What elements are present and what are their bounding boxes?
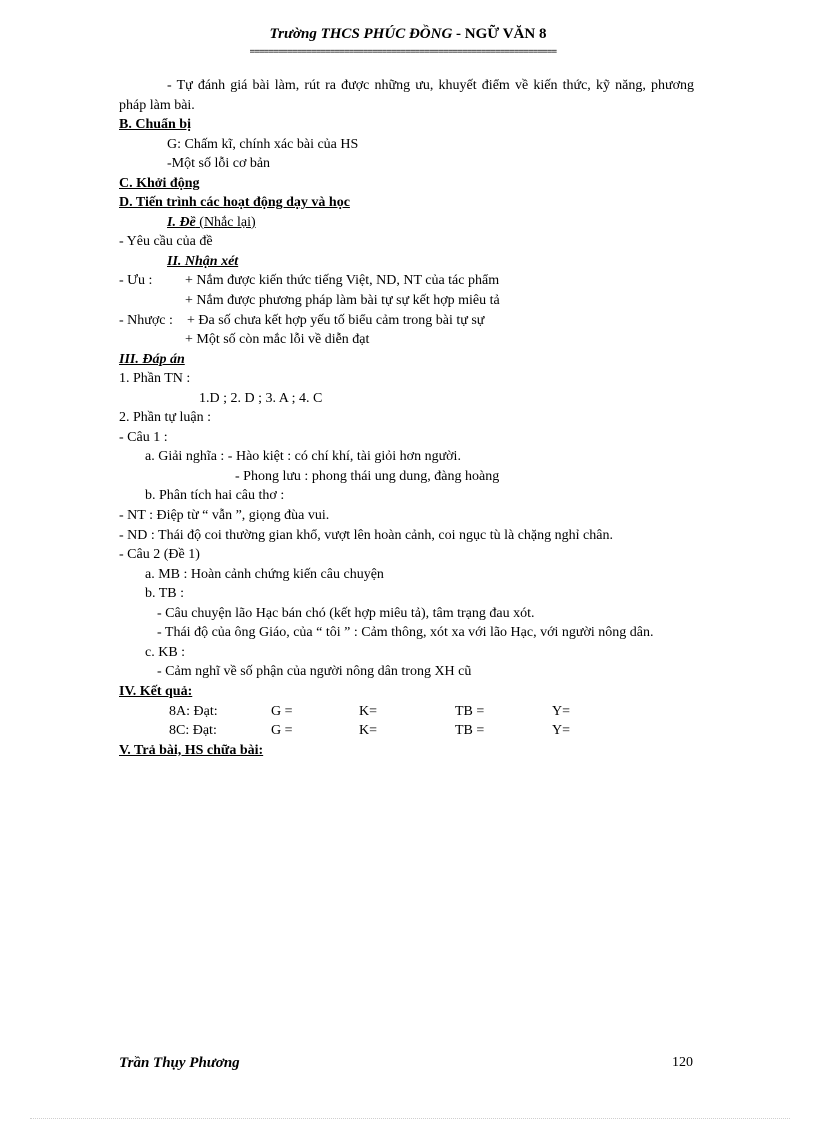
footer-author: Trần Thụy Phương: [119, 1055, 240, 1071]
mb-line: a. MB : Hoàn cảnh chứng kiến câu chuyện: [145, 566, 384, 582]
result-g: G =: [271, 703, 293, 719]
part-2-title: II. Nhận xét: [167, 253, 239, 269]
tb-line: b. TB :: [145, 586, 185, 602]
nt-line: - NT : Điệp từ “ vẫn ”, giọng đùa vui.: [119, 508, 330, 524]
result-g: G =: [271, 723, 293, 739]
intro-paragraph: [119, 76, 694, 115]
section-c-heading: C. Khởi động: [119, 175, 200, 191]
result-class: 8C: Đạt:: [169, 723, 217, 739]
school-name: Trường THCS PHÚC ĐỒNG: [269, 26, 453, 42]
kb-line: c. KB :: [145, 644, 186, 660]
section-d-heading: D. Tiến trình các hoạt động dạy và học: [119, 195, 350, 211]
result-class: 8A: Đạt:: [169, 703, 218, 719]
result-y: Y=: [552, 723, 571, 739]
nd-line: - ND : Thái độ coi thường gian khổ, vượt lên hoàn cảnh, coi ngục tù là chặng nghỉ chân.: [119, 527, 613, 543]
header-rule: =================================================================: [249, 47, 557, 57]
uu-item-1: + Nắm được kiến thức tiếng Việt, ND, NT của tác phẩm: [185, 273, 500, 289]
tn-title: 1. Phần TN :: [119, 371, 191, 387]
intro-line-1: - Tự đánh giá bài làm, rút ra được những ưu, khuyết điểm về kiến thức, kỹ năng,: [167, 78, 646, 93]
result-tb: TB =: [455, 723, 485, 739]
result-k: K=: [359, 723, 378, 739]
result-tb: TB =: [455, 703, 485, 719]
result-k: K=: [359, 703, 378, 719]
nhuoc-item-2: + Một số còn mắc lỗi về diễn đạt: [185, 332, 370, 348]
part-1-title: I. Đề: [167, 214, 196, 230]
tn-answers: 1.D ; 2. D ; 3. A ; 4. C: [199, 390, 323, 406]
part-3-title: III. Đáp án: [119, 351, 185, 367]
part-1-note: (Nhắc lại): [195, 214, 256, 230]
tb-item-2: - Thái độ của ông Giáo, của “ tôi ” : Cảm thông, xót xa với lão Hạc, với người nông dân.: [157, 625, 654, 641]
part-5-title: V. Trả bài, HS chữa bài:: [119, 742, 264, 758]
uu-label: - Ưu :: [119, 273, 153, 289]
result-row-8c: [119, 721, 694, 741]
cau-1-a-1: a. Giải nghĩa : - Hào kiệt : có chí khí, tài giỏi hơn người.: [145, 449, 461, 465]
uu-item-2: + Nắm được phương pháp làm bài tự sự kết hợp miêu tả: [185, 293, 500, 309]
subject-name: - NGỮ VĂN 8: [452, 26, 547, 42]
cau-1: - Câu 1 :: [119, 429, 168, 445]
b-item-2: -Một số lỗi cơ bản: [167, 156, 271, 172]
part-4-title: IV. Kết quả:: [119, 683, 193, 699]
tl-title: 2. Phần tự luận :: [119, 410, 211, 426]
cau-2: - Câu 2 (Đề 1): [119, 547, 200, 563]
section-b-heading: B. Chuẩn bị: [119, 117, 191, 133]
nhuoc-item-1: + Đa số chưa kết hợp yếu tố biểu cảm trong bài tự sự: [187, 312, 485, 328]
document-body: [119, 76, 694, 760]
page-bottom-border: [30, 1118, 790, 1119]
kb-item-1: - Cảm nghĩ về số phận của người nông dân trong XH cũ: [157, 664, 472, 680]
tb-item-1: - Câu chuyện lão Hạc bán chó (kết hợp miêu tả), tâm trạng đau xót.: [157, 605, 535, 621]
cau-1-a-2: - Phong lưu : phong thái ung dung, đàng hoàng: [235, 468, 500, 484]
intro-line-2: phương pháp làm bài.: [119, 78, 695, 113]
b-item-1: G: Chấm kĩ, chính xác bài của HS: [167, 136, 359, 152]
page-number: 120: [672, 1055, 693, 1070]
nhuoc-label: - Nhược :: [119, 312, 173, 328]
part-1-text: - Yêu cầu của đề: [119, 234, 213, 250]
cau-1-b: b. Phân tích hai câu thơ :: [145, 488, 285, 504]
page-header: [0, 26, 816, 43]
result-y: Y=: [552, 703, 571, 719]
result-row-8a: [119, 702, 694, 722]
